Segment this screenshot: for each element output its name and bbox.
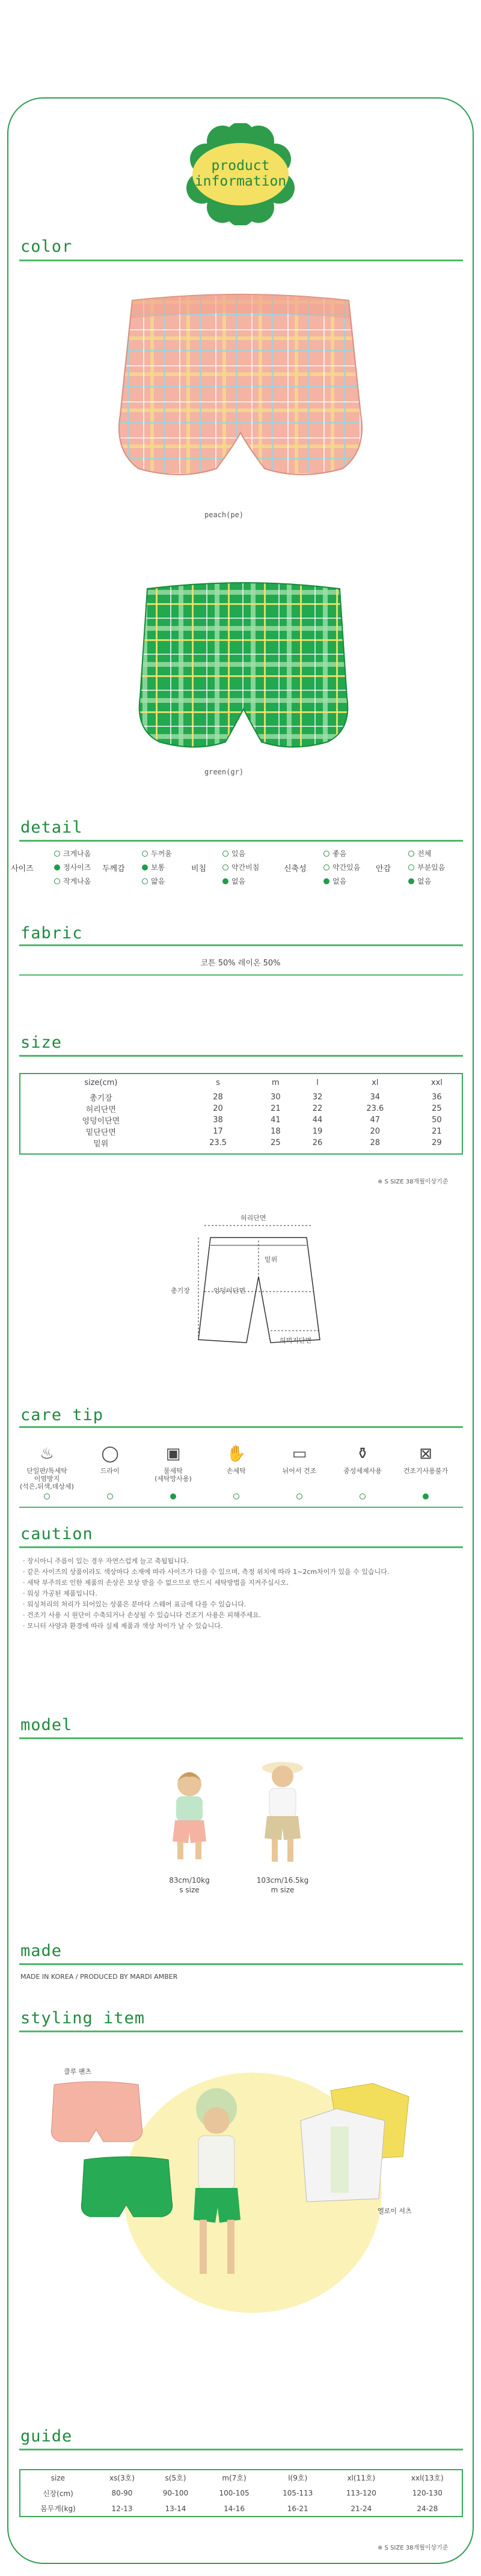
table-row [20, 2485, 462, 2501]
peach-shorts-image [102, 288, 379, 493]
caution-item: · 세탁 부주의로 인한 제품의 손상은 보상 받을 수 없으므로 반드시 세탁방법을 지켜주십시오. [23, 1579, 289, 1587]
detail-option [222, 862, 259, 872]
detail-option [323, 848, 346, 858]
detail-option-text: 없음 [231, 877, 246, 886]
detail-option-text: 정사이즈 [63, 863, 91, 872]
size-cell: 50 [432, 1116, 442, 1125]
guide-cell: 100-105 [219, 2489, 250, 2497]
size-divider [19, 1055, 463, 1057]
length-label: 총기장 [171, 1287, 190, 1295]
caution-item: · 워싱 가공된 제품입니다. [23, 1590, 97, 1597]
detail-option-text: 작게나옴 [63, 877, 91, 886]
care-item [332, 1441, 393, 1501]
detail-group-label: 사이즈 [11, 864, 34, 873]
detail-option-text: 부분있음 [417, 863, 446, 872]
guide-cell: 14-16 [224, 2504, 245, 2513]
model-title: model [20, 1716, 73, 1734]
waist-label: 허리단면 [240, 1214, 266, 1222]
guide-cell: 16-21 [287, 2504, 308, 2513]
size-title: size [20, 1033, 63, 1052]
table-row [20, 1126, 462, 1137]
model-divider [19, 1737, 463, 1739]
size-cell: 44 [312, 1116, 323, 1125]
guide-note: ※ S SIZE 38개월이상기준 [378, 2545, 449, 2551]
detail-option-text: 두꺼움 [151, 849, 172, 858]
size-cell: 밑단단면 [85, 1128, 116, 1137]
guide-cell: 12-13 [111, 2504, 133, 2513]
size-cell: 29 [432, 1138, 442, 1147]
table-row [20, 2501, 462, 2517]
size-cell: 엉덩이단면 [82, 1117, 120, 1126]
care-label: 단일판/특세탁 이염방지 (석은,뒤색,데상세) [20, 1467, 74, 1490]
guide-header: l(9호) [288, 2474, 308, 2482]
detail-group-label: 두께감 [102, 864, 125, 873]
product-information-badge [174, 123, 307, 225]
guide-cell: 113-120 [346, 2489, 376, 2497]
selected-dot-icon [170, 1493, 176, 1499]
size-note: ※ S SIZE 38개월이상기준 [378, 1179, 449, 1185]
care-bottom-divider [19, 1507, 463, 1508]
care-label: 뉘어서 건조 [282, 1467, 317, 1475]
selected-dot-icon [222, 878, 228, 884]
detail-option-text: 전체 [417, 849, 432, 858]
detail-option [408, 876, 431, 886]
styling-title: styling item [20, 2009, 146, 2028]
guide-header: s(5호) [165, 2474, 186, 2482]
detail-option-text: 없음 [332, 877, 347, 886]
size-cell: 28 [370, 1138, 381, 1147]
detail-group-label: 신축성 [284, 864, 307, 873]
model-photo-m [247, 1757, 319, 1868]
detail-option [54, 848, 91, 858]
model-photo-s [153, 1766, 225, 1868]
size-table [19, 1073, 463, 1155]
shorts-label: 클루 팬츠 [64, 2068, 92, 2076]
guide-header-row [20, 2470, 462, 2485]
care-label: 건조기사용불가 [403, 1467, 449, 1475]
detail-option [222, 848, 245, 858]
size-cell: 28 [213, 1093, 223, 1102]
machine-wash-icon: ▣ [165, 1445, 181, 1463]
care-label: 드라이 [100, 1467, 120, 1475]
guide-table [19, 2469, 463, 2517]
size-cell: 26 [312, 1138, 323, 1147]
empty-dot-icon [44, 1493, 50, 1499]
green-label: green(gr) [204, 768, 244, 776]
empty-dot-icon [360, 1493, 366, 1499]
size-header: l [316, 1078, 319, 1087]
selected-dot-icon [142, 864, 148, 870]
empty-dot-icon [222, 864, 228, 870]
detail-option-text: 약간비침 [231, 863, 260, 872]
hip-label: 엉덩이단면 [213, 1287, 246, 1295]
empty-dot-icon [142, 878, 148, 884]
peach-label: peach(pe) [204, 511, 244, 519]
model-height: 83cm/10kg [169, 1876, 210, 1885]
made-text: MADE IN KOREA / PRODUCED BY MARDI AMBER [20, 1973, 178, 1981]
care-item [269, 1441, 329, 1501]
model-caption [150, 1876, 228, 1895]
detail-option [142, 862, 165, 872]
size-cell: 41 [271, 1116, 281, 1125]
detail-option-text: 얇음 [151, 877, 165, 886]
care-label: 손세탁 [227, 1467, 246, 1475]
empty-dot-icon [54, 851, 60, 857]
empty-dot-icon [408, 864, 414, 870]
green-shorts-image [129, 577, 358, 757]
caution-list [23, 1556, 389, 1632]
styling-divider [19, 2031, 463, 2032]
color-divider [19, 260, 463, 261]
care-divider [19, 1426, 463, 1428]
size-diagram [162, 1204, 343, 1385]
table-row [20, 1114, 462, 1126]
guide-title: guide [20, 2427, 73, 2446]
size-cell: 23.5 [209, 1138, 227, 1147]
care-item [143, 1441, 203, 1501]
shirt-label: 엘로이 셔츠 [378, 2207, 412, 2215]
size-cell: 32 [312, 1093, 323, 1102]
size-cell: 밑위 [93, 1140, 109, 1149]
fabric-text: 코튼 50% 레이온 50% [200, 959, 281, 968]
size-header: size(cm) [84, 1078, 118, 1087]
empty-dot-icon [142, 851, 148, 857]
made-divider [19, 1963, 463, 1965]
selected-dot-icon [54, 864, 60, 870]
fabric-bottom-divider [19, 974, 463, 976]
caution-item: · 워싱처리의 처리가 되어있는 상품은 분마다 스웨어 표금에 다를 수 있습니다. [23, 1600, 247, 1608]
caution-item: · 같은 사이즈의 상품이라도 색상마다 소재에 따라 사이즈가 다를 수 있으며, 측정 위치에 따라 1~2cm차이가 있을 수 있습니다. [23, 1568, 390, 1576]
size-header: m [272, 1078, 280, 1087]
size-cell: 21 [432, 1127, 442, 1136]
guide-cell: 신장(cm) [42, 2489, 73, 2498]
size-cell: 30 [271, 1093, 281, 1102]
selected-dot-icon [323, 878, 329, 884]
size-cell: 20 [213, 1104, 223, 1113]
fabric-title: fabric [20, 924, 83, 943]
flat-dry-icon: ▭ [292, 1445, 307, 1463]
size-cell: 47 [370, 1116, 381, 1125]
caution-title: caution [20, 1525, 93, 1543]
size-cell: 19 [312, 1127, 323, 1136]
care-item [206, 1441, 266, 1501]
size-header: xxl [430, 1078, 443, 1087]
detail-option [323, 862, 360, 872]
made-title: made [20, 1942, 63, 1960]
size-cell: 25 [271, 1138, 281, 1147]
caution-divider [19, 1546, 463, 1548]
size-cell: 18 [271, 1127, 281, 1136]
size-cell: 22 [312, 1104, 323, 1113]
size-cell: 25 [432, 1104, 442, 1113]
guide-header: m(7호) [222, 2474, 247, 2482]
size-cell: 17 [213, 1127, 223, 1136]
size-header: s [216, 1078, 220, 1087]
detail-option-text: 있음 [231, 849, 246, 858]
care-title: care tip [20, 1406, 104, 1424]
detail-option [222, 876, 245, 886]
guide-cell: 120-130 [412, 2489, 443, 2497]
size-cell: 허리단면 [85, 1105, 116, 1114]
fabric-divider [19, 944, 463, 946]
care-label: 중성세제사용 [343, 1467, 382, 1475]
empty-dot-icon [222, 851, 228, 857]
size-header: xl [372, 1078, 379, 1087]
empty-dot-icon [107, 1493, 113, 1499]
empty-dot-icon [233, 1493, 239, 1499]
detail-title: detail [20, 818, 83, 837]
no-dryer-icon: ⊠ [419, 1445, 432, 1463]
detail-option [142, 848, 172, 858]
rise-label: 밑위 [265, 1256, 278, 1263]
detail-option [408, 848, 431, 858]
detail-group-label: 비침 [191, 864, 207, 873]
detail-option [408, 862, 445, 872]
detail-option [323, 876, 346, 886]
caution-item: · 장시아니 주름이 있는 경우 자연스럽게 늘고 축됩됩니다. [23, 1557, 189, 1565]
detail-option-text: 좋음 [332, 849, 347, 858]
size-cell: 38 [213, 1116, 223, 1125]
guide-cell: 몸무게(kg) [40, 2505, 76, 2513]
caution-item: · 모니터 사양과 환경에 따라 실제 제품과 색상 차이가 날 수 있습니다. [23, 1622, 223, 1630]
size-cell: 총기장 [89, 1094, 112, 1103]
dry-clean-icon: ◯ [101, 1445, 119, 1463]
empty-dot-icon [323, 864, 329, 870]
guide-header: xl(11호) [347, 2474, 376, 2482]
hand-wash-icon: ✋ [226, 1445, 247, 1463]
size-cell: 23.6 [366, 1104, 384, 1113]
badge-line1: product [211, 158, 270, 174]
guide-cell: 13-14 [165, 2504, 186, 2513]
model-size: m size [271, 1886, 295, 1894]
color-title: color [20, 237, 73, 256]
detail-option-text: 약간있음 [332, 863, 361, 872]
detergent-icon: ⚱ [356, 1445, 369, 1463]
detail-option-text: 없음 [417, 877, 432, 886]
detail-option-text: 크게나옴 [63, 849, 91, 858]
size-cell: 36 [432, 1093, 442, 1102]
detail-divider [19, 840, 463, 842]
detail-option [142, 876, 165, 886]
model-size: s size [179, 1886, 200, 1894]
guide-cell: 80-90 [111, 2489, 133, 2497]
guide-header: xxl(13호) [411, 2474, 444, 2482]
detail-option [54, 862, 91, 872]
model-caption [244, 1876, 322, 1895]
detail-option [54, 876, 91, 886]
table-row [20, 1092, 462, 1103]
guide-cell: 90-100 [162, 2489, 189, 2497]
detail-group-label: 안감 [376, 864, 391, 873]
selected-dot-icon [423, 1493, 429, 1499]
selected-dot-icon [408, 878, 414, 884]
hem-label: 허벅지단면 [280, 1337, 312, 1344]
empty-dot-icon [408, 851, 414, 857]
size-table-header-row [20, 1074, 462, 1092]
styling-image [48, 2055, 433, 2313]
guide-cell: 24-28 [417, 2504, 438, 2513]
care-item [80, 1441, 140, 1501]
badge-line2: information [194, 174, 287, 189]
guide-divider [19, 2449, 463, 2450]
guide-cell: 105-113 [283, 2489, 313, 2497]
guide-header: xs(3호) [109, 2474, 135, 2482]
size-cell: 21 [271, 1104, 281, 1113]
size-cell: 20 [370, 1127, 381, 1136]
size-cell: 34 [370, 1093, 381, 1102]
care-item [396, 1441, 456, 1501]
tag-icon: ♨ [40, 1445, 54, 1463]
caution-item: · 건조기 사용 시 원단이 수축되거나 손상될 수 있습니다 건조기 사용은 피해주세요. [23, 1611, 262, 1619]
empty-dot-icon [323, 851, 329, 857]
table-row [20, 1103, 462, 1114]
guide-cell: 21-24 [351, 2504, 372, 2513]
detail-option-text: 보통 [151, 863, 165, 872]
guide-header: size [51, 2473, 66, 2482]
care-label: 물세탁 (세탁망사용) [155, 1467, 192, 1483]
empty-dot-icon [296, 1493, 302, 1499]
care-item [17, 1441, 77, 1501]
model-height: 103cm/16.5kg [256, 1876, 309, 1885]
table-row [20, 1137, 462, 1154]
empty-dot-icon [54, 878, 60, 884]
